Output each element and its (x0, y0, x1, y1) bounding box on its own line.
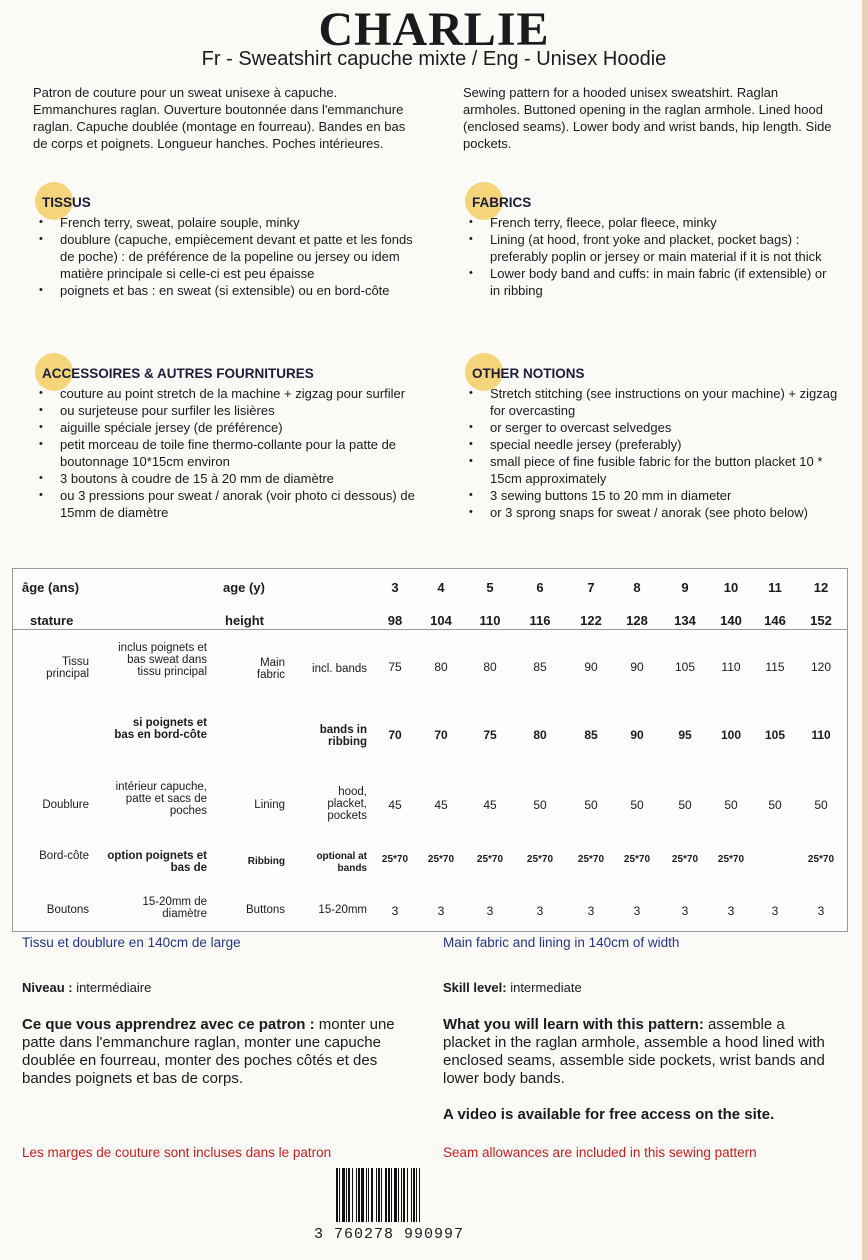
height-header: 140 (720, 613, 742, 628)
height-header: 134 (674, 613, 696, 628)
barcode-icon (332, 1168, 498, 1226)
list-item: • or serger to overcast selvedges (467, 419, 838, 436)
list-item: • French terry, fleece, polar fleece, minky (467, 214, 838, 231)
table-cell: 3 (437, 904, 445, 918)
row-detail-lining-fr: intérieur capuche, patte et sacs de poches (115, 781, 207, 817)
table-cell: 45 (388, 798, 402, 812)
table-cell: 85 (584, 728, 598, 742)
height-header: 128 (626, 613, 648, 628)
table-cell: 3 (486, 904, 494, 918)
list-item: • petit morceau de toile fine thermo-collante pour la patte de boutonnage 10*15cm environ (37, 436, 423, 470)
table-cell: 120 (810, 660, 832, 674)
table-cell: 25*70 (381, 854, 409, 865)
row-detail-buttons-en: 15-20mm (318, 904, 367, 916)
table-cell: 105 (764, 728, 786, 742)
table-cell: 50 (768, 798, 782, 812)
list-item: • French terry, sweat, polaire souple, minky (37, 214, 423, 231)
notions-fr-section (33, 363, 423, 521)
learn-en: What you will learn with this pattern: assemble a placket in the raglan armhole, assemble a hood lined with enclosed seams, assemble side pockets, wrist bands and lower body bands. (443, 1016, 825, 1087)
table-cell: 80 (483, 660, 497, 674)
table-cell: 50 (724, 798, 738, 812)
learn-fr: Ce que vous apprendrez avec ce patron : monter une patte dans l'emmanchure raglan, monter une capuche doublée en fourreau, monter des poches côtés et des bandes poignets et bas de corps. (22, 1016, 395, 1087)
height-header: 110 (479, 613, 501, 628)
fabrics-fr-heading: TISSUS (42, 192, 423, 214)
table-cell: 70 (388, 728, 402, 742)
height-header: 98 (387, 613, 403, 628)
row-detail-main-fabric-en: incl. bands (312, 663, 367, 675)
list-item: • couture au point stretch de la machine + zigzag pour surfiler (37, 385, 423, 402)
size-header: 3 (391, 580, 399, 595)
notions-fr-list (37, 385, 423, 521)
table-cell: 50 (814, 798, 828, 812)
height-en-header: height (225, 613, 264, 628)
list-item: • Stretch stitching (see instructions on your machine) + zigzag for overcasting (467, 385, 838, 419)
table-cell: 115 (765, 660, 785, 674)
table-cell: 25*70 (427, 854, 455, 865)
table-cell: 25*70 (577, 854, 605, 865)
table-cell: 50 (584, 798, 598, 812)
list-item: • special needle jersey (preferably) (467, 436, 838, 453)
table-cell: 25*70 (717, 854, 745, 865)
table-cell: 70 (434, 728, 448, 742)
table-cell: 3 (771, 904, 779, 918)
table-cell: 90 (630, 728, 644, 742)
fabrics-fr-section (33, 192, 423, 299)
yardage-table (12, 568, 848, 932)
age-fr-header: âge (ans) (22, 580, 80, 595)
table-cell: 75 (388, 660, 402, 674)
table-cell: 110 (811, 728, 831, 742)
row-detail-buttons-fr: 15-20mm de diamètre (142, 896, 207, 920)
width-note-fr: Tissu et doublure en 140cm de large (22, 935, 241, 950)
age-en-header: age (y) (223, 580, 265, 595)
seam-note-en: Seam allowances are included in this sewing pattern (443, 1145, 757, 1160)
header-divider (13, 629, 847, 630)
size-header: 11 (768, 580, 782, 595)
size-header: 12 (813, 580, 829, 595)
list-item: • aiguille spéciale jersey (de préférence) (37, 419, 423, 436)
table-cell: 25*70 (526, 854, 554, 865)
row-label-main-fabric-fr: Tissu principal (46, 656, 89, 680)
height-header: 116 (529, 613, 551, 628)
intro-en: Sewing pattern for a hooded unisex sweatshirt. Raglan armholes. Buttoned opening in the raglan armhole. Lined hood (enclosed seams). Lower body and wrist bands, hip length. Side pockets. (463, 85, 832, 151)
page-edge (862, 0, 868, 1260)
list-item: • or 3 sprong snaps for sweat / anorak (see photo below) (467, 504, 838, 521)
table-cell: 3 (536, 904, 544, 918)
table-cell: 3 (633, 904, 641, 918)
table-cell: 75 (483, 728, 497, 742)
table-cell: 3 (817, 904, 825, 918)
row-label-buttons-fr: Boutons (46, 904, 89, 916)
size-header: 8 (633, 580, 641, 595)
table-cell: 50 (533, 798, 547, 812)
table-cell: 3 (727, 904, 735, 918)
row-label-lining-fr: Doublure (42, 799, 89, 811)
table-cell: 90 (630, 660, 644, 674)
notions-en-section (463, 363, 838, 521)
table-cell: 100 (720, 728, 742, 742)
list-item: • Lower body band and cuffs: in main fabric (if extensible) or in ribbing (467, 265, 838, 299)
video-note-en: A video is available for free access on the site. (443, 1106, 775, 1123)
table-cell: 110 (721, 660, 741, 674)
seam-note-fr: Les marges de couture sont incluses dans le patron (22, 1145, 332, 1160)
notions-en-list (467, 385, 838, 521)
row-label-main-fabric-en: Main fabric (256, 657, 285, 681)
size-header: 4 (437, 580, 445, 595)
list-item: • doublure (capuche, empiècement devant et patte et les fonds de poche) : de préférence de la popeline ou jersey ou idem matière principale si celle-ci est peu épaisse (37, 231, 423, 282)
barcode-number: 3 760278 990997 (314, 1226, 465, 1243)
table-cell: 50 (630, 798, 644, 812)
height-header: 152 (810, 613, 832, 628)
row-label-ribbing-fr: Bord-côte (39, 850, 89, 862)
fabrics-en-section (463, 192, 838, 299)
table-cell: 80 (533, 728, 547, 742)
list-item: • ou surjeteuse pour surfiler les lisières (37, 402, 423, 419)
skill-level-en: Skill level: intermediate (443, 980, 582, 995)
table-cell: 3 (587, 904, 595, 918)
list-item: • 3 sewing buttons 15 to 20 mm in diameter (467, 487, 838, 504)
table-cell: 95 (678, 728, 692, 742)
row-label-ribbing-en: Ribbing (247, 856, 285, 867)
intro-fr: Patron de couture pour un sweat unisexe à capuche. Emmanchures raglan. Ouverture boutonnée dans l'emmanchure raglan. Capuche doublée (montage en fourreau). Bandes en bas de corps et poignets. Longueur hanches. Poches intérieures. (33, 85, 406, 151)
table-cell: 3 (391, 904, 399, 918)
list-item: • ou 3 pressions pour sweat / anorak (voir photo ci dessous) de 15mm de diamètre (37, 487, 423, 521)
row-detail-ribbing-fr: si poignets et bas en bord-côte (114, 717, 207, 741)
height-header: 122 (580, 613, 602, 628)
table-cell: 90 (584, 660, 598, 674)
table-cell: 25*70 (476, 854, 504, 865)
table-cell: 80 (434, 660, 448, 674)
skill-level-fr: Niveau : intermédiaire (22, 980, 152, 995)
table-cell: 25*70 (623, 854, 651, 865)
row-label-buttons-en: Buttons (246, 904, 285, 916)
size-header: 7 (587, 580, 595, 595)
table-cell: 105 (674, 660, 696, 674)
row-detail-ribbing-option-fr: option poignets et bas de (107, 850, 207, 874)
table-cell: 50 (678, 798, 692, 812)
pattern-title: CHARLIE (318, 3, 550, 56)
size-header: 5 (486, 580, 494, 595)
table-cell: 25*70 (671, 854, 699, 865)
stature-fr-header: stature (30, 613, 74, 628)
size-header: 9 (681, 580, 689, 595)
row-label-lining-en: Lining (254, 799, 285, 811)
size-header: 6 (536, 580, 544, 595)
table-cell: 85 (533, 660, 547, 674)
row-detail-ribbing-en: bands in ribbing (319, 724, 367, 748)
row-detail-lining-en: hood, placket, pockets (327, 786, 367, 822)
list-item: • Lining (at hood, front yoke and placket, pocket bags) : preferably poplin or jersey or main material if it is not thick (467, 231, 838, 265)
table-cell: 3 (681, 904, 689, 918)
fabrics-en-heading: FABRICS (472, 192, 838, 214)
notions-fr-heading: ACCESSOIRES & AUTRES FOURNITURES (42, 363, 423, 385)
size-header: 10 (723, 580, 739, 595)
table-cell: 45 (483, 798, 497, 812)
table-cell: 25*70 (807, 854, 835, 865)
fabrics-en-list (467, 214, 838, 299)
width-note-en: Main fabric and lining in 140cm of width (443, 935, 680, 950)
list-item: • 3 boutons à coudre de 15 à 20 mm de diamètre (37, 470, 423, 487)
height-header: 146 (764, 613, 786, 628)
height-header: 104 (430, 613, 452, 628)
fabrics-fr-list (37, 214, 423, 299)
row-detail-ribbing-option-en: optional at bands (316, 851, 367, 874)
notions-en-heading: OTHER NOTIONS (472, 363, 838, 385)
list-item: • small piece of fine fusible fabric for the button placket 10 * 15cm approximately (467, 453, 838, 487)
pattern-subtitle: Fr - Sweatshirt capuche mixte / Eng - Unisex Hoodie (201, 48, 667, 70)
table-cell: 45 (434, 798, 448, 812)
list-item: • poignets et bas : en sweat (si extensible) ou en bord-côte (37, 282, 423, 299)
row-detail-main-fabric-fr: inclus poignets et bas sweat dans tissu principal (118, 642, 207, 678)
